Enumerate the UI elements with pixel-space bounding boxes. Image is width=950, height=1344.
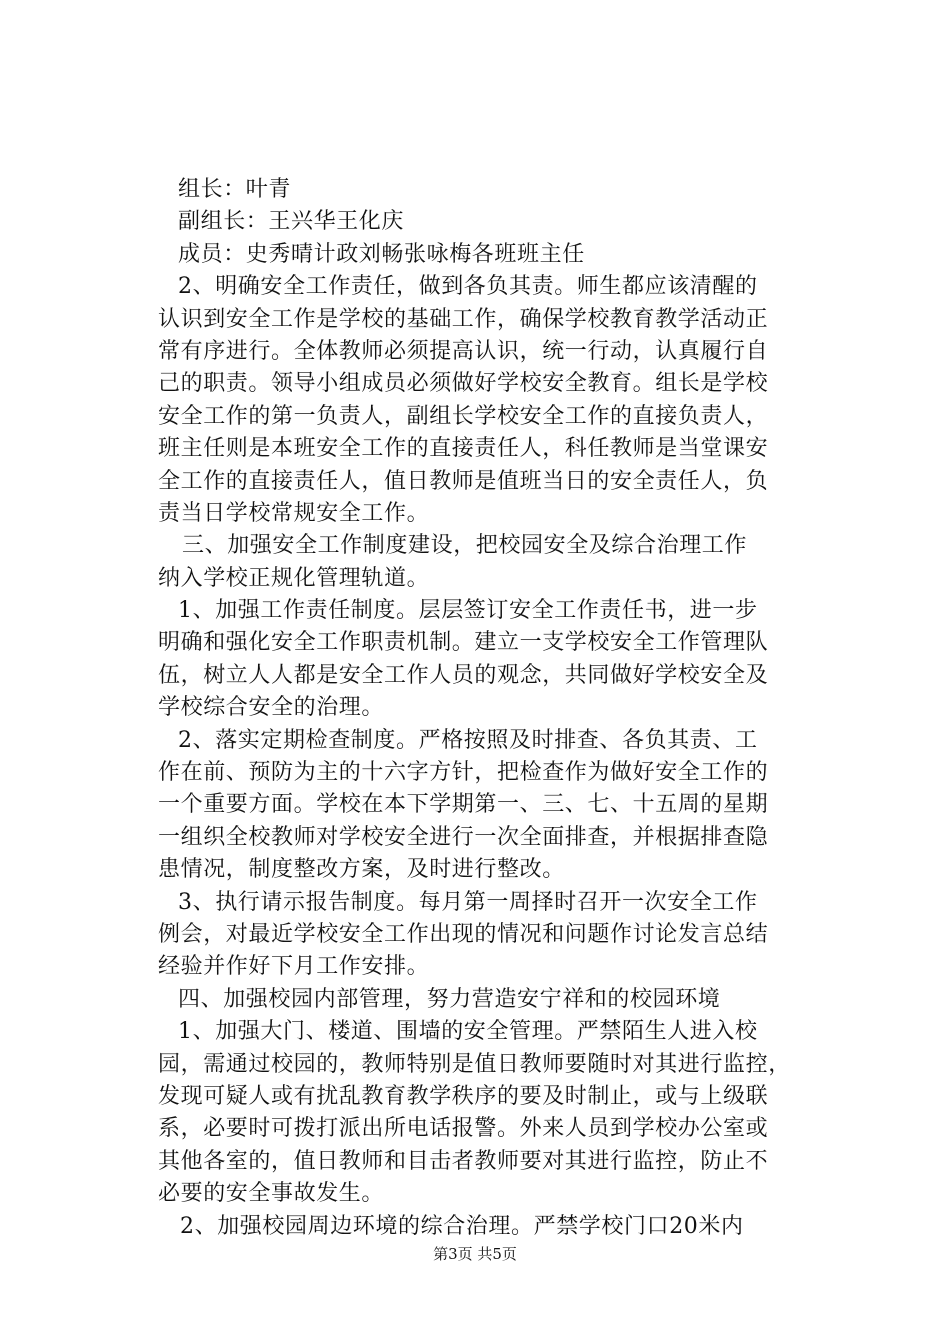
document-body <box>158 174 838 1243</box>
text-line: 学校综合安全的治理。 <box>158 695 385 721</box>
text-line: 2、明确安全工作责任，做到各负其责。师生都应该清醒的 <box>178 274 758 300</box>
text-line: 园，需通过校园的，教师特别是值日教师要随时对其进行监控， <box>158 1051 791 1077</box>
text-line: 全工作的直接责任人，值日教师是值班当日的安全责任人，负 <box>158 468 769 494</box>
text-line: 四、加强校园内部管理，努力营造安宁祥和的校园环境 <box>178 986 721 1012</box>
text-line: 例会，对最近学校安全工作出现的情况和问题作讨论发言总结 <box>158 921 769 947</box>
text-line: 三、加强安全工作制度建设，把校园安全及综合治理工作 <box>182 533 748 559</box>
text-line: 明确和强化安全工作职责机制。建立一支学校安全工作管理队 <box>158 630 769 656</box>
text-line: 系，必要时可拨打派出所电话报警。外来人员到学校办公室或 <box>158 1116 769 1142</box>
text-line: 必要的安全事故发生。 <box>158 1181 385 1207</box>
text-line: 班主任则是本班安全工作的直接责任人，科任教师是当堂课安 <box>158 436 769 462</box>
text-line: 常有序进行。全体教师必须提高认识，统一行动，认真履行自 <box>158 338 769 364</box>
text-line: 成员：史秀晴计政刘畅张咏梅各班班主任 <box>178 241 585 267</box>
text-line: 一个重要方面。学校在本下学期第一、三、七、十五周的星期 <box>158 792 769 818</box>
text-line: 患情况，制度整改方案，及时进行整改。 <box>158 857 565 883</box>
text-line: 己的职责。领导小组成员必须做好学校安全教育。组长是学校 <box>158 371 769 397</box>
text-line: 其他各室的，值日教师和目击者教师要对其进行监控，防止不 <box>158 1148 769 1174</box>
text-line: 伍，树立人人都是安全工作人员的观念，共同做好学校安全及 <box>158 662 769 688</box>
text-line: 经验并作好下月工作安排。 <box>158 954 430 980</box>
text-line: 纳入学校正规化管理轨道。 <box>158 565 430 591</box>
text-line: 副组长：王兴华王化庆 <box>178 209 405 235</box>
text-line: 安全工作的第一负责人，副组长学校安全工作的直接负责人， <box>158 403 769 429</box>
text-line: 发现可疑人或有扰乱教育教学秩序的要及时制止，或与上级联 <box>158 1083 769 1109</box>
text-line: 认识到安全工作是学校的基础工作，确保学校教育教学活动正 <box>158 306 769 332</box>
text-line: 作在前、预防为主的十六字方针，把检查作为做好安全工作的 <box>158 760 769 786</box>
text-line: 组长：叶青 <box>178 177 292 202</box>
text-line: 1、加强工作责任制度。层层签订安全工作责任书，进一步 <box>178 598 758 624</box>
text-line: 1、加强大门、楼道、围墙的安全管理。严禁陌生人进入校 <box>178 1019 758 1045</box>
page-footer <box>0 1244 950 1264</box>
text-line: 2、落实定期检查制度。严格按照及时排查、各负其责、工 <box>178 727 758 753</box>
page-number-label: 第3页 共5页 <box>433 1245 517 1263</box>
text-line: 责当日学校常规安全工作。 <box>158 500 430 526</box>
text-line: 一组织全校教师对学校安全进行一次全面排查，并根据排查隐 <box>158 824 769 850</box>
text-line: 2、加强校园周边环境的综合治理。严禁学校门口20米内 <box>180 1213 744 1239</box>
text-line: 3、执行请示报告制度。每月第一周择时召开一次安全工作 <box>178 889 758 915</box>
